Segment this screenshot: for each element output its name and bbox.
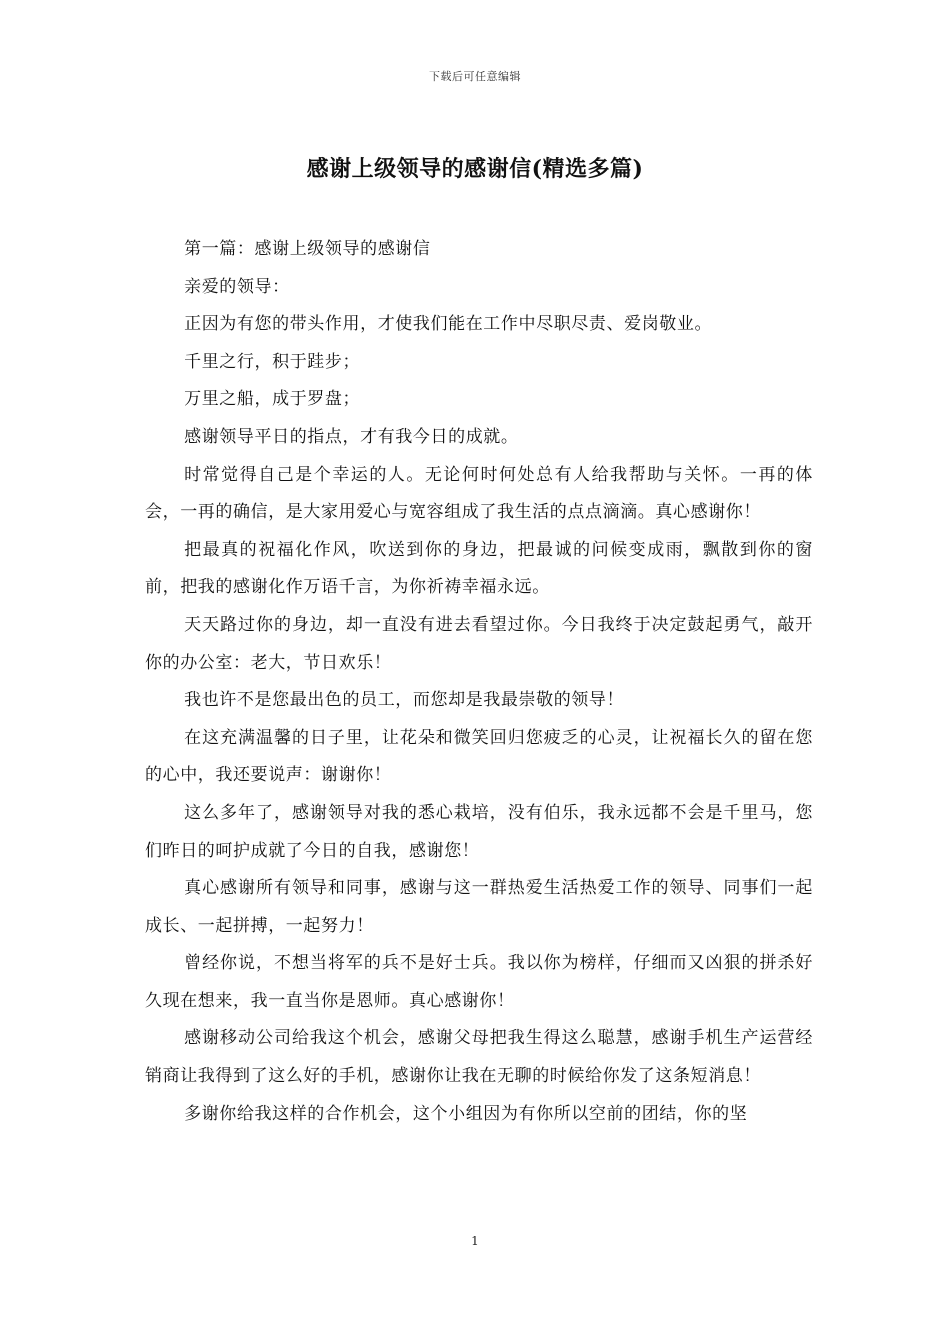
document-body xyxy=(145,231,813,1133)
paragraph: 这么多年了，感谢领导对我的悉心栽培，没有伯乐，我永远都不会是千里马，您们昨日的呵护成就了今日的自我，感谢您！ xyxy=(145,802,813,861)
paragraph: 我也许不是您最出色的员工，而您却是我最崇敬的领导！ xyxy=(184,690,625,711)
header-note: 下载后可任意编辑 xyxy=(429,70,521,83)
paragraph: 感谢领导平日的指点，才有我今日的成就。 xyxy=(184,426,519,447)
paragraph: 把最真的祝福化作风，吹送到你的身边，把最诚的问候变成雨，飘散到你的窗前，把我的感谢化作万语千言，为你祈祷幸福永远。 xyxy=(145,539,813,598)
paragraph: 天天路过你的身边，却一直没有进去看望过你。今日我终于决定鼓起勇气，敲开你的办公室：老大，节日欢乐！ xyxy=(145,614,813,673)
paragraph: 千里之行，积于跬步； xyxy=(184,351,361,372)
paragraph: 在这充满温馨的日子里，让花朵和微笑回归您疲乏的心灵，让祝福长久的留在您的心中，我还要说声：谢谢你！ xyxy=(145,727,813,786)
paragraph: 真心感谢所有领导和同事，感谢与这一群热爱生活热爱工作的领导、同事们一起成长、一起拼搏，一起努力！ xyxy=(145,878,813,936)
salutation: 亲爱的领导： xyxy=(184,276,290,297)
page-number: 1 xyxy=(471,1234,479,1248)
paragraph: 万里之船，成于罗盘； xyxy=(184,389,361,410)
paragraph: 时常觉得自己是个幸运的人。无论何时何处总有人给我帮助与关怀。一再的体会，一再的确信，是大家用爱心与宽容组成了我生活的点点滴滴。真心感谢你！ xyxy=(145,464,813,523)
paragraph: 多谢你给我这样的合作机会，这个小组因为有你所以空前的团结，你的坚 xyxy=(184,1103,748,1124)
section-heading: 第一篇：感谢上级领导的感谢信 xyxy=(184,239,431,259)
paragraph: 正因为有您的带头作用，才使我们能在工作中尽职尽责、爱岗敬业。 xyxy=(184,314,713,335)
paragraph: 感谢移动公司给我这个机会，感谢父母把我生得这么聪慧，感谢手机生产运营经销商让我得到了这么好的手机，感谢你让我在无聊的时候给你发了这条短消息！ xyxy=(145,1028,813,1087)
document-title: 感谢上级领导的感谢信(精选多篇) xyxy=(306,156,644,182)
paragraph: 曾经你说，不想当将军的兵不是好士兵。我以你为榜样，仔细而又凶狠的拼杀好久现在想来，我一直当你是恩师。真心感谢你！ xyxy=(145,953,813,1011)
